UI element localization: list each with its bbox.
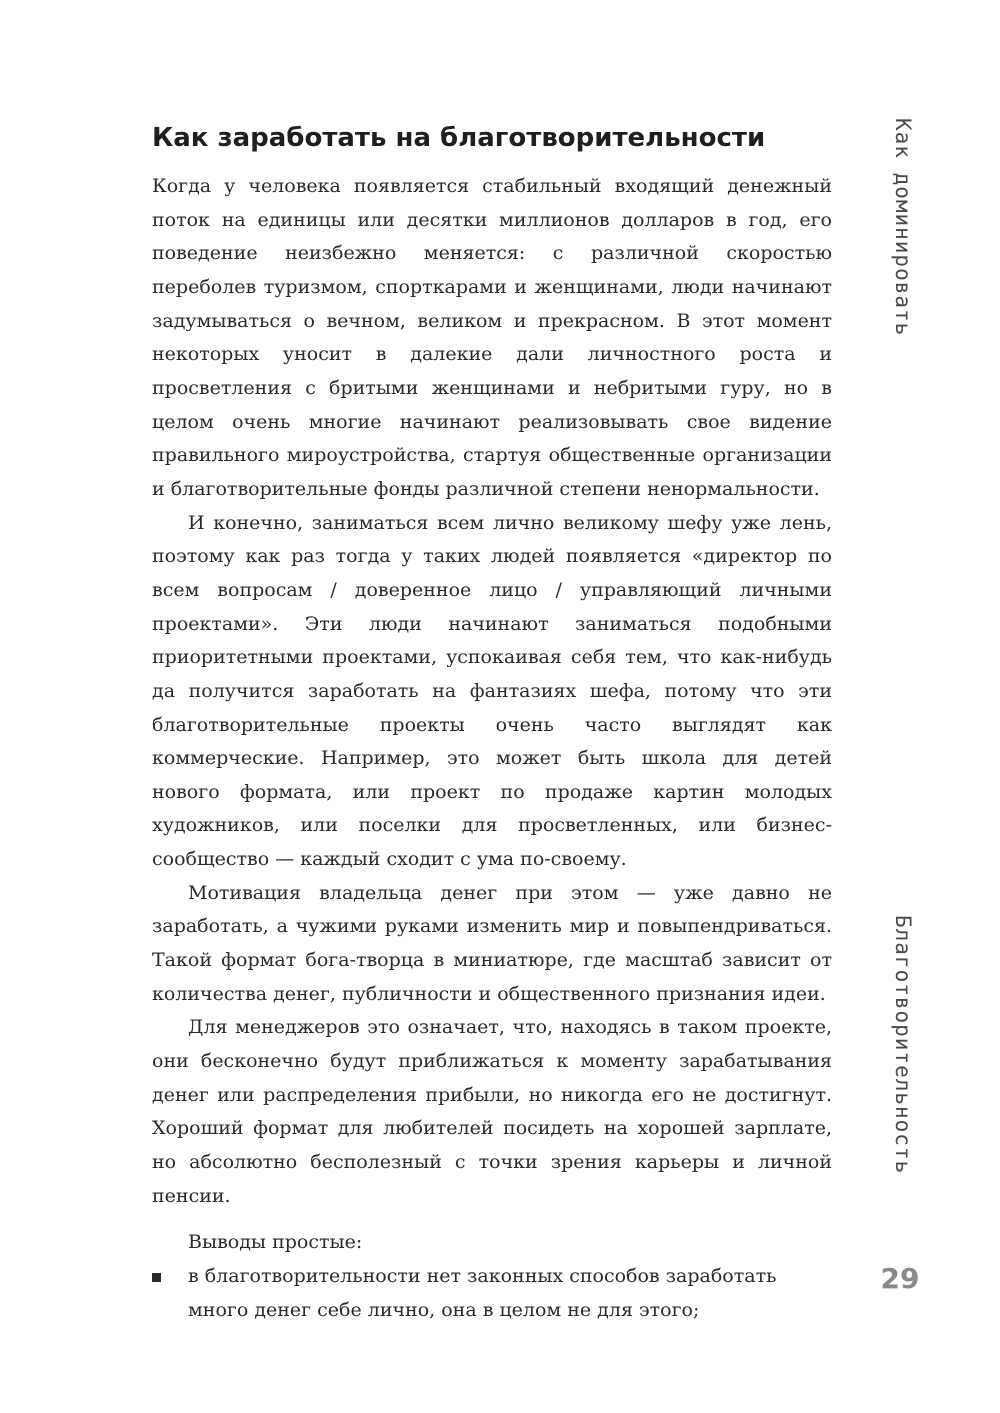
section-heading: Как заработать на благотворительности xyxy=(152,123,766,153)
square-bullet-icon xyxy=(152,1273,161,1282)
running-header-chapter: Благотворительность xyxy=(891,915,915,1175)
page-number: 29 xyxy=(880,1262,920,1295)
paragraph-3: Мотивация владельца денег при этом — уже давно не заработать, а чужими руками изменить мир и повыпендриваться. Такой формат бога-творца в миниатюре, где масштаб зависит от количества денег, публичности и общественного признания идеи. xyxy=(152,881,832,1005)
paragraph-1: Когда у человека появляется стабильный входящий денежный поток на единицы или десятки миллионов долларов в год, его поведение неизбежно меняется: с различной скоростью переболев туризмом, спорткарами и женщинами, люди начинают задумываться о вечном, великом и прекрасном. В этот момент некоторых уносит в далекие дали личностного роста и просветления с бритыми женщинами и небритыми гуру, но в целом очень многие начинают реализовывать свое видение правильного мироустройства, стартуя общественные организации и благотворительные фонды различной степени ненормальности. xyxy=(152,175,832,500)
conclusions-lead: Выводы простые: xyxy=(188,1231,363,1254)
body-text xyxy=(152,170,832,1327)
list-item-text: в благотворительности нет законных способов заработать много денег себе лично, она в целом не для этого; xyxy=(188,1265,777,1321)
running-header-book-title: Как доминировать xyxy=(891,118,915,337)
paragraph-4: Для менеджеров это означает, что, находясь в таком проекте, они бесконечно будут приближаться к моменту зарабатывания денег или распределения прибыли, но никогда его не достигнут. Хороший формат для любителей посидеть на хорошей зарплате, но абсолютно бесполезный с точки зрения карьеры и личной пенсии. xyxy=(152,1016,832,1207)
paragraph-2: И конечно, заниматься всем лично великому шефу уже лень, поэтому как раз тогда у таких людей появляется «директор по всем вопросам / доверенное лицо / управляющий личными проектами». Эти люди начинают заниматься подобными приоритетными проектами, успокаивая себя тем, что как-нибудь да получится заработать на фантазиях шефа, потому что эти благотворительные проекты очень часто выглядят как коммерческие. Например, это может быть школа для детей нового формата, или проект по продаже картин молодых художников, или поселки для просветленных, или бизнес-сообщество — каждый сходит с ума по-своему. xyxy=(152,511,832,871)
list-item xyxy=(152,1260,832,1327)
conclusions-list xyxy=(152,1260,832,1327)
paragraph-gap xyxy=(152,1213,832,1226)
